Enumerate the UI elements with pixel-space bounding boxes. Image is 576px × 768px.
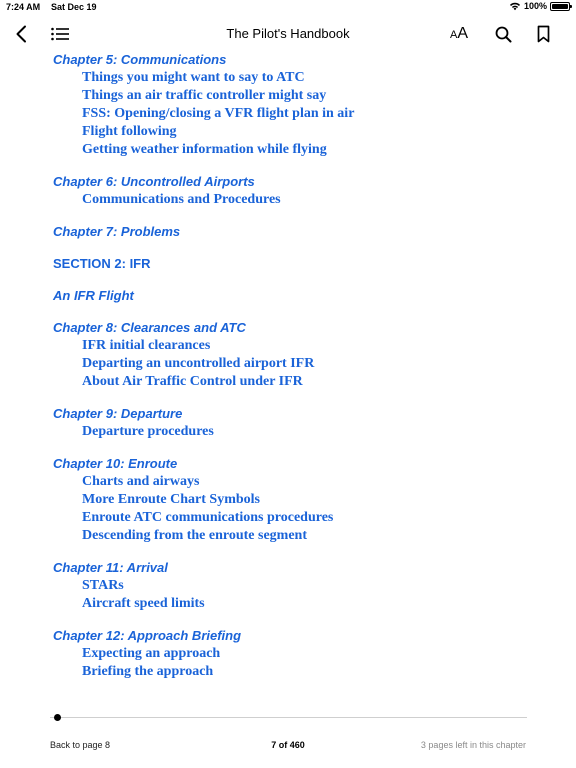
back-button[interactable] [10, 18, 32, 50]
toc-link[interactable]: Getting weather information while flying [82, 142, 327, 157]
toc-link[interactable]: About Air Traffic Control under IFR [82, 374, 303, 389]
toc-link[interactable]: Briefing the approach [82, 664, 214, 679]
toc-chapter-link[interactable]: Chapter 5: Communications [53, 52, 227, 67]
status-date: Sat Dec 19 [51, 2, 97, 12]
toc-chapter-link[interactable]: Chapter 8: Clearances and ATC [53, 320, 246, 335]
toc-link[interactable]: Communications and Procedures [82, 192, 281, 207]
toc-link[interactable]: Things an air traffic controller might say [82, 88, 327, 103]
page-progress-slider[interactable] [50, 717, 527, 718]
battery-percentage: 100% [523, 1, 547, 11]
page-indicator: 7 of 460 [271, 740, 305, 750]
reader-toolbar [0, 18, 576, 50]
font-size-icon [450, 26, 468, 42]
reader-footer [0, 738, 576, 754]
table-of-contents-button[interactable] [48, 18, 72, 50]
battery-icon [550, 2, 570, 11]
toc-link[interactable]: Expecting an approach [82, 646, 221, 661]
toc-chapter-link[interactable]: Chapter 11: Arrival [53, 560, 168, 575]
toc-link[interactable]: Enroute ATC communications procedures [82, 510, 334, 525]
toc-chapter-link[interactable]: Chapter 10: Enroute [53, 456, 178, 471]
toc-section-heading[interactable]: SECTION 2: IFR [53, 256, 151, 271]
bookmark-button[interactable] [532, 18, 554, 50]
font-big-label: A [457, 25, 468, 42]
pages-left-label: 3 pages left in this chapter [420, 740, 526, 750]
list-icon [51, 27, 69, 41]
toc-link[interactable]: More Enroute Chart Symbols [82, 492, 260, 507]
toc-link[interactable]: STARs [82, 578, 124, 593]
toc-chapter-link[interactable]: Chapter 7: Problems [53, 224, 181, 239]
chevron-left-icon [15, 25, 27, 43]
font-size-button[interactable] [446, 18, 472, 50]
battery-level [552, 4, 568, 9]
toc-chapter-link[interactable]: Chapter 12: Approach Briefing [53, 628, 242, 643]
status-time: 7:24 AM [6, 2, 41, 12]
search-button[interactable] [491, 18, 515, 50]
toc-link[interactable]: Descending from the enroute segment [82, 528, 308, 543]
progress-knob[interactable] [54, 714, 61, 721]
toc-link[interactable]: FSS: Opening/closing a VFR flight plan in air [82, 106, 355, 121]
toc-link[interactable]: Flight following [82, 124, 177, 139]
toc-chapter-link[interactable]: An IFR Flight [53, 288, 134, 303]
wifi-icon [509, 1, 521, 11]
book-title: The Pilot's Handbook [226, 26, 350, 41]
toc-link[interactable]: IFR initial clearances [82, 338, 211, 353]
bookmark-icon [537, 25, 550, 43]
toc-link[interactable]: Things you might want to say to ATC [82, 70, 305, 85]
toc-link[interactable]: Departure procedures [82, 424, 214, 439]
toc-chapter-link[interactable]: Chapter 6: Uncontrolled Airports [53, 174, 255, 189]
toc-link[interactable]: Aircraft speed limits [82, 596, 205, 611]
toc-link[interactable]: Charts and airways [82, 474, 200, 489]
toc-link[interactable]: Departing an uncontrolled airport IFR [82, 356, 315, 371]
search-icon [495, 26, 512, 43]
back-to-page-link[interactable]: Back to page 8 [50, 740, 111, 750]
status-indicators [509, 1, 570, 11]
toc-chapter-link[interactable]: Chapter 9: Departure [53, 406, 183, 421]
font-small-label: A [449, 29, 458, 41]
status-bar [0, 0, 576, 14]
